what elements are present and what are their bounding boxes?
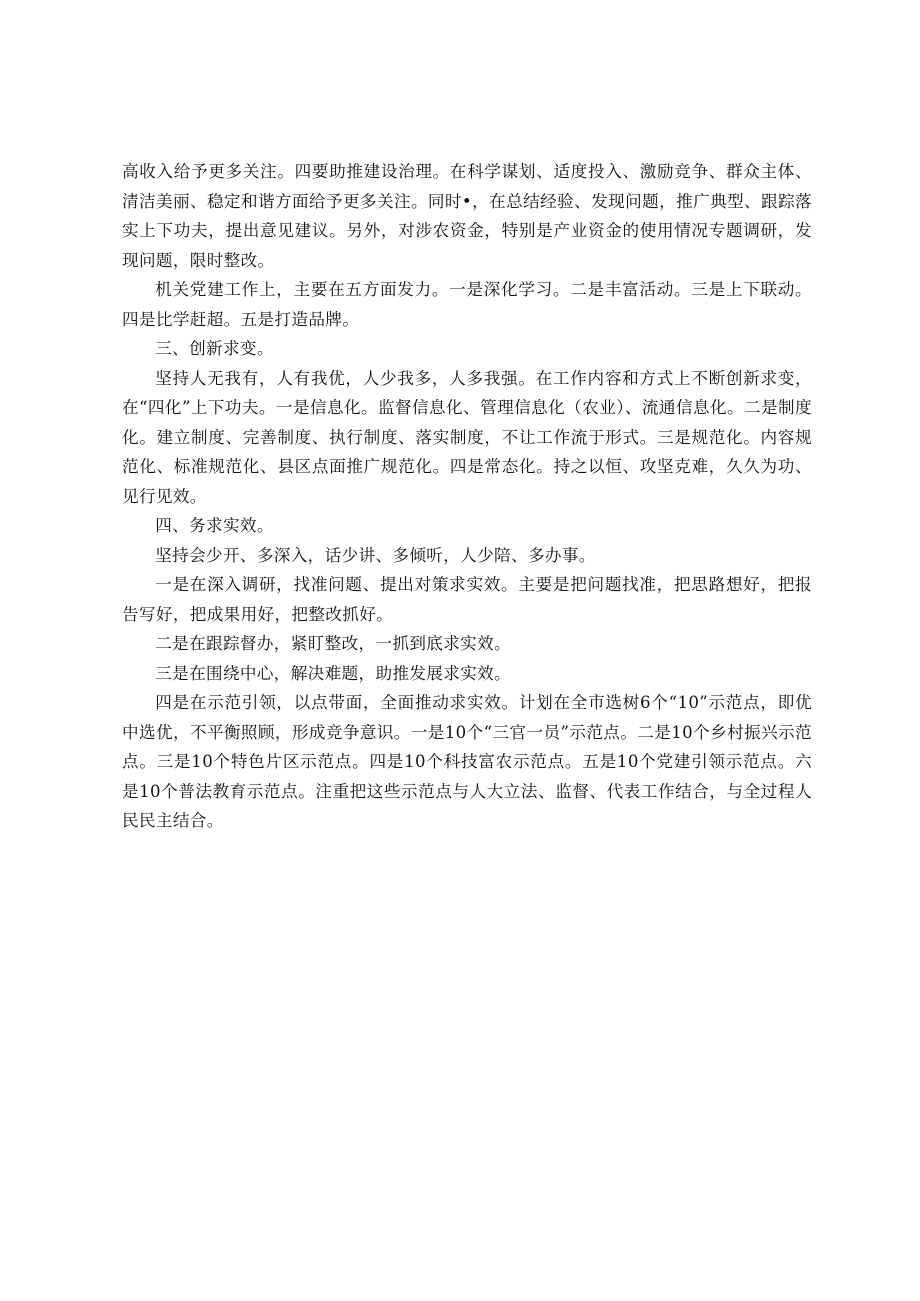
section-heading-innovation: 三、创新求变。 xyxy=(155,339,274,358)
paragraph-point-one: 一是在深入调研，找准问题、提出对策求实效。主要是把问题找准，把思路想好，把报告写好，把成果用好，把整改抓好。 xyxy=(122,575,812,624)
paragraph-point-four: 四是在示范引领，以点带面，全面推动求实效。计划在全市选树6个“10”示范点，即优中选优，不平衡照顾，形成竞争意识。一是10个“三官一员”示范点。二是10个乡村振兴示范点。三是10个特色片区示范点。四是10个科技富农示范点。五是10个党建引领示范点。六是10个普法教育示范点。注重把这些示范点与人大立法、监督、代表工作结合，与全过程人民民主结合。 xyxy=(122,693,812,830)
paragraph-innovation: 坚持人无我有，人有我优，人少我多，人多我强。在工作内容和方式上不断创新求变，在“四化”上下功夫。一是信息化。监督信息化、管理信息化（农业）、流通信息化。二是制度化。建立制度、完善制度、执行制度、落实制度，不让工作流于形式。三是规范化。内容规范化、标准规范化、县区点面推广规范化。四是常态化。持之以恒、攻坚克难，久久为功、见行见效。 xyxy=(122,368,812,506)
paragraph-point-three: 三是在围绕中心，解决难题，助推发展求实效。 xyxy=(155,663,512,683)
paragraph-party-building: 机关党建工作上，主要在五方面发力。一是深化学习。二是丰富活动。三是上下联动。四是比学赶超。五是打造品牌。 xyxy=(122,280,812,329)
section-heading-effectiveness: 四、务求实效。 xyxy=(155,516,274,535)
paragraph-point-two: 二是在跟踪督办，紧盯整改，一抓到底求实效。 xyxy=(155,634,512,653)
paragraph-principles: 坚持会少开、多深入，话少讲、多倾听，人少陪、多办事。 xyxy=(155,545,596,565)
paragraph-continuation: 高收入给予更多关注。四要助推建设治理。在科学谋划、适度投入、激励竞争、群众主体、清洁美丽、稳定和谐方面给予更多关注。同时•，在总结经验、发现问题，推广典型、跟踪落实上下功夫，提出意见建议。另外，对涉农资金，特别是产业资金的使用情况专题调研，发现问题，限时整改。 xyxy=(122,162,812,270)
document-body xyxy=(122,157,812,836)
